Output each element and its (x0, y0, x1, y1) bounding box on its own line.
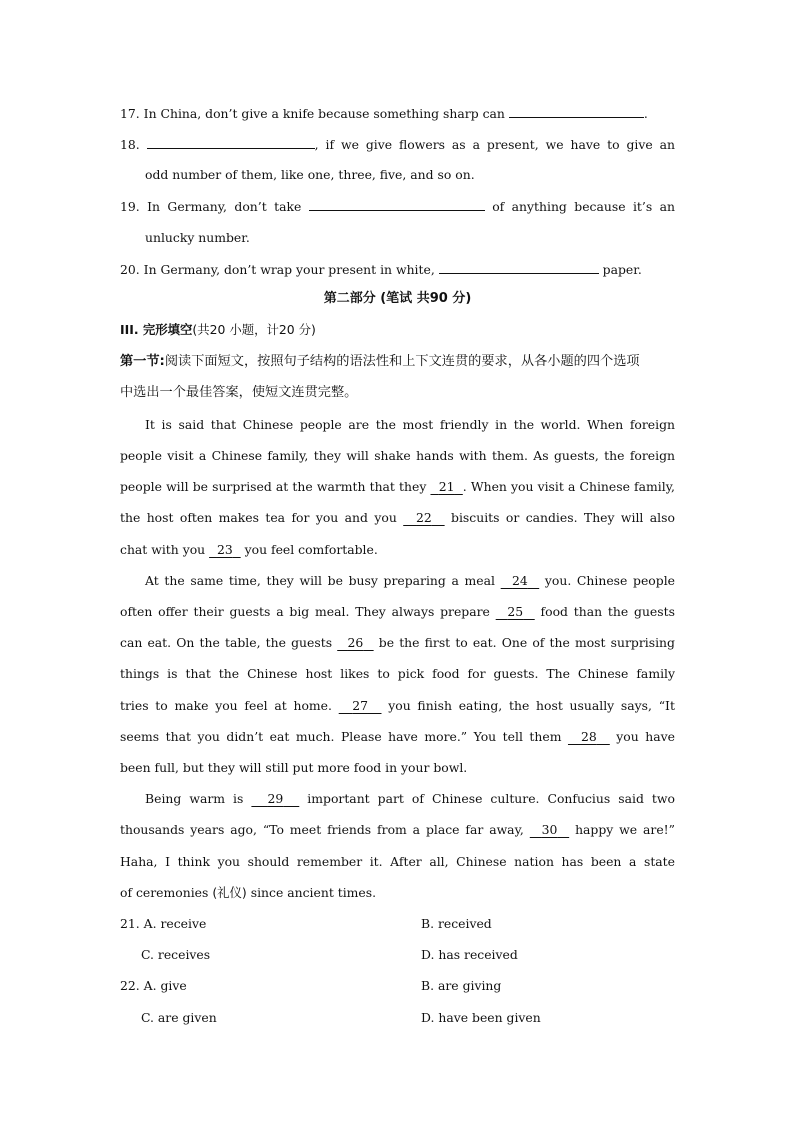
blank-25[interactable]: 25 (507, 604, 524, 619)
passage-line: Being warm is 29 important part of Chinese culture. Confucius said two (145, 791, 675, 806)
passage-line: It is said that Chinese people are the most friendly in the world. When foreign (145, 417, 675, 432)
answer-blank[interactable] (147, 134, 315, 149)
blank-27[interactable]: 27 (352, 698, 368, 713)
blank-22[interactable]: 22 (416, 510, 432, 525)
question-19: 19. In Germany, don’t take of anything because it’s an (120, 196, 675, 216)
question-18-continued: odd number of them, like one, three, five, and so on. (145, 167, 475, 182)
option-22-b[interactable]: B. are giving (421, 978, 502, 993)
option-22-c[interactable]: C. are given (141, 1010, 217, 1025)
passage-line: of ceremonies (礼仪) since ancient times. (120, 885, 377, 900)
option-21-b[interactable]: B. received (421, 916, 492, 931)
option-22-a[interactable]: 22. A. give (120, 978, 187, 993)
passage-line: things is that the Chinese host likes to pick food for guests. The Chinese family (120, 666, 675, 681)
question-20: 20. In Germany, don’t wrap your present in white, paper. (120, 259, 675, 279)
blank-28[interactable]: 28 (580, 729, 597, 744)
passage-line: people will be surprised at the warmth that they 21 . When you visit a Chinese family, (120, 479, 675, 494)
blank-29[interactable]: 29 (267, 791, 284, 806)
option-21-a[interactable]: 21. A. receive (120, 916, 207, 931)
passage-line: chat with you 23 you feel comfortable. (120, 542, 378, 557)
section-three-title: III. 完形填空(共20 小题，计20 分) (120, 322, 316, 337)
passage-line: people visit a Chinese family, they will shake hands with them. As guests, the foreign (120, 448, 675, 463)
blank-21[interactable]: 21 (438, 479, 455, 494)
passage-line: At the same time, they will be busy preparing a meal 24 you. Chinese people (145, 573, 675, 588)
question-19-continued: unlucky number. (145, 230, 250, 245)
question-18: 18. , if we give flowers as a present, we have to give an (120, 134, 675, 154)
passage-line: been full, but they will still put more food in your bowl. (120, 760, 468, 775)
passage-line: can eat. On the table, the guests 26 be the first to eat. One of the most surprising (120, 635, 675, 650)
part-two-heading: 第二部分 (笔试 共90 分) (323, 291, 472, 306)
blank-30[interactable]: 30 (541, 822, 558, 837)
instructions-line-1: 第一节:阅读下面短文，按照句子结构的语法性和上下文连贯的要求，从各小题的四个选项 (120, 354, 640, 369)
passage-line: tries to make you feel at home. 27 you finish eating, the host usually says, “It (120, 698, 675, 713)
question-17: 17. In China, don’t give a knife because something sharp can . (120, 103, 675, 123)
option-21-c[interactable]: C. receives (141, 947, 211, 962)
passage-line: thousands years ago, “To meet friends from a place far away, 30 happy we are!” (120, 822, 675, 837)
passage-line: the host often makes tea for you and you 22 biscuits or candies. They will also (120, 510, 675, 525)
answer-blank[interactable] (309, 196, 485, 211)
blank-23[interactable]: 23 (216, 542, 233, 557)
option-22-d[interactable]: D. have been given (421, 1010, 541, 1025)
answer-blank[interactable] (509, 103, 644, 118)
passage-line: often offer their guests a big meal. They always prepare 25 food than the guests (120, 604, 675, 619)
instructions-line-2: 中选出一个最佳答案，使短文连贯完整。 (120, 385, 358, 400)
answer-blank[interactable] (439, 259, 599, 274)
option-21-d[interactable]: D. has received (421, 947, 518, 962)
passage-line: seems that you didn’t eat much. Please have more.” You tell them 28 you have (120, 729, 675, 744)
passage-line: Haha, I think you should remember it. After all, Chinese nation has been a state (120, 854, 675, 869)
blank-24[interactable]: 24 (512, 573, 528, 588)
blank-26[interactable]: 26 (347, 635, 364, 650)
